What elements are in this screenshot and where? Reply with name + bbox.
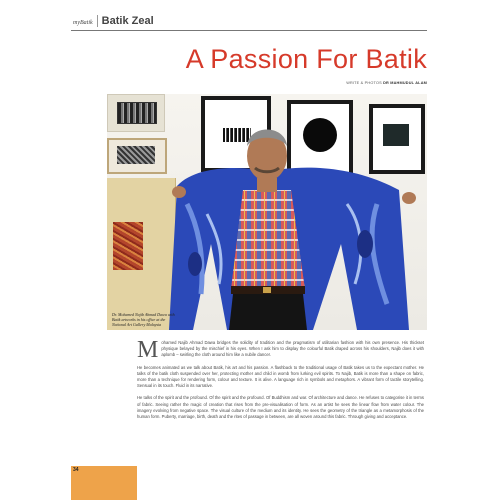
orange-strip <box>71 466 137 500</box>
article-title: A Passion For Batik <box>185 44 427 74</box>
page-number: 34 <box>73 467 79 473</box>
byline-prefix: WRITE & PHOTOS <box>346 81 384 85</box>
dropcap: M <box>137 337 159 363</box>
section-title: Batik Zeal <box>101 15 154 27</box>
magazine-page <box>71 0 427 500</box>
man-with-batik-cloth <box>107 94 427 330</box>
section-label: myBatik <box>73 20 93 26</box>
header-divider <box>97 15 98 27</box>
feature-photo <box>107 94 427 330</box>
paragraph-1: Mohamed Najib Ahmad Dawa bridges the solidity of tradition and the pragmatism of utilitarian fashion with his own presence. His thickset physique belayed by the mischief in his eyes. When I ask him to display the colourful Batik draped across his shoulders, Najib does it with aplomb – swirling the cloth around him like a nubile dancer. <box>137 337 424 363</box>
article-body <box>137 337 424 426</box>
photo-caption: Dr. Mohamed Najib Ahmad Dawa with Batik artworks in his office at the National Art Gallery Malaysia <box>112 312 175 327</box>
byline <box>346 81 427 85</box>
page-header <box>71 10 427 31</box>
paragraph-3: He talks of the spirit and the profound. Of the spirit and the profound. Of Buddhism and war. Of architecture and dance. He refuses to categorise it in terms of fabric. Seeing rather the magic of creation that rises from the pre-visualisation of form. As an artist he sees the linear flow from water colour. The imagery evolving from negative space. The visual culture of the medium and its identity. He sees the geometry of the triangle as a metamorphosis of the human form. Puberty, marriage, birth, death and the rites of passage in between, are all woven around this fabric. Through giving and acceptance. <box>137 395 424 420</box>
paragraph-2: He becomes animated as we talk about Batik, his art and his passion. A flashback to the traditional usage of Batik takes us to the expectant mother. He talks of the batik cloth suspended over her, protecting mother and child in womb from lurking evil spirits. To Najib, Batik is more than a shape on fabric, more than a technique for rendering form, colour and texture. It is alive. A language rich in symbols and metaphors. A vibrant form of tactile storytelling. Sensual in its touch. Fluid in its narrative. <box>137 364 424 389</box>
byline-author: DR MAHMUDUL ALAM <box>383 81 427 85</box>
